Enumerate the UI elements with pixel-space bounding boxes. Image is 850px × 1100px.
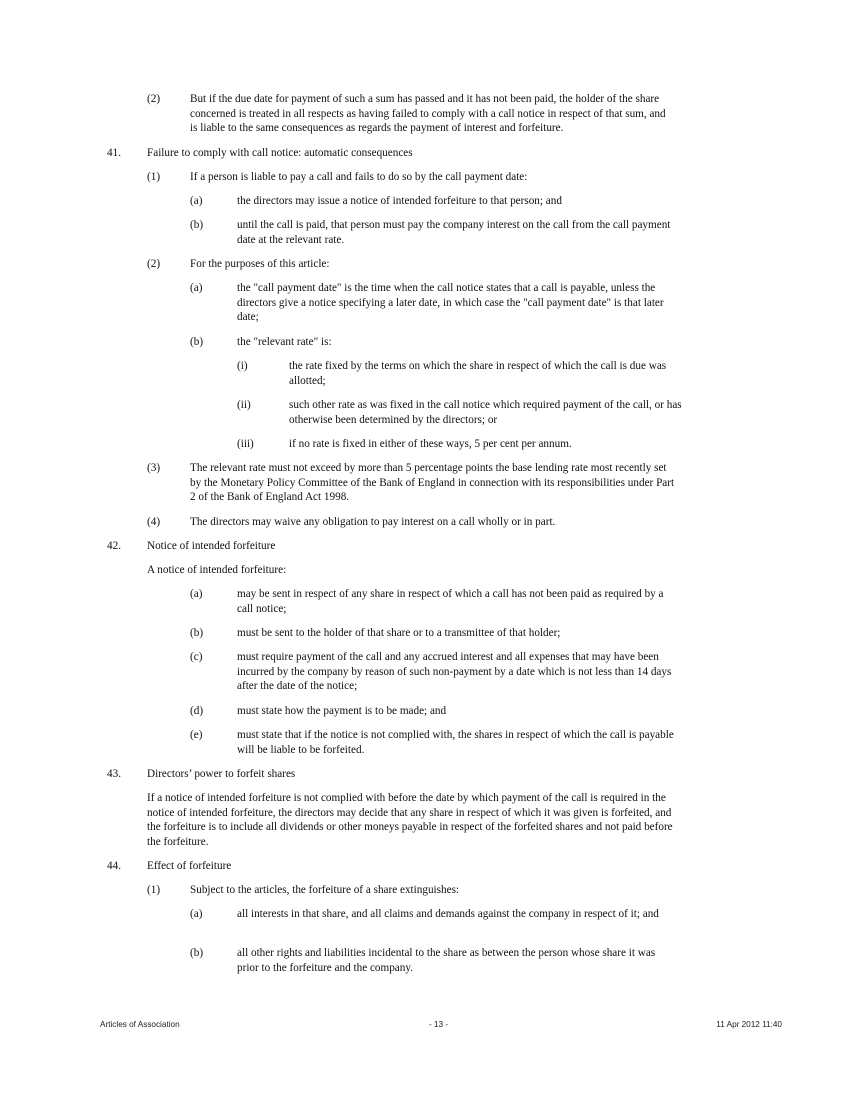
item-number: (3) xyxy=(147,462,161,474)
paragraph-text: But if the due date for payment of such a sum has passed and it has not been paid, the holder of the share concerned is treated in all respects as having failed to comply with a call notice in respect of that sum, and is liable to the same consequences as regards the payment of interest and forfeiture. xyxy=(190,93,666,135)
item-number: (ii) xyxy=(237,399,251,411)
item-number: (b) xyxy=(190,219,204,231)
paragraph-text: the directors may issue a notice of intended forfeiture to that person; and xyxy=(237,195,562,207)
article-heading: Directors’ power to forfeit shares xyxy=(147,768,296,780)
paragraph-text: If a person is liable to pay a call and fails to do so by the call payment date: xyxy=(190,171,528,183)
paragraph-text: the "call payment date" is the time when the call notice states that a call is payable, unless the directors give a notice specifying a later date, in which case the "call payment date" is that later date; xyxy=(237,282,664,324)
item-number: (iii) xyxy=(237,438,254,450)
paragraph-text: all other rights and liabilities incidental to the share as between the person whose share it was prior to the forfeiture and the company. xyxy=(237,947,656,974)
article-heading: Effect of forfeiture xyxy=(147,860,232,872)
article-number: 41. xyxy=(107,147,121,159)
item-number: (a) xyxy=(190,195,203,207)
item-number: (2) xyxy=(147,93,161,105)
paragraph-text: if no rate is fixed in either of these ways, 5 per cent per annum. xyxy=(289,438,572,450)
paragraph-text: If a notice of intended forfeiture is not complied with before the date by which payment of the call is required in the notice of intended forfeiture, the directors may decide that any share in respect of which it was given is forfeited, and the forfeiture is to include all dividends or other moneys payable in respect of the forfeited shares and not paid before the forfeiture. xyxy=(147,792,673,848)
item-number: (b) xyxy=(190,336,204,348)
item-number: (c) xyxy=(190,651,203,663)
article-number: 42. xyxy=(107,540,121,552)
paragraph-text: such other rate as was fixed in the call notice which required payment of the call, or has otherwise been determined by the directors; or xyxy=(289,399,682,426)
item-number: (b) xyxy=(190,627,204,639)
item-number: (d) xyxy=(190,705,204,717)
paragraph-text: the rate fixed by the terms on which the share in respect of which the call is due was allotted; xyxy=(289,360,667,387)
paragraph-text: The relevant rate must not exceed by more than 5 percentage points the base lending rate most recently set by the Monetary Policy Committee of the Bank of England in connection with its responsibilities under Part 2 of the Bank of England Act 1998. xyxy=(190,462,675,504)
paragraph-text: must be sent to the holder of that share or to a transmittee of that holder; xyxy=(237,627,561,639)
item-number: (a) xyxy=(190,908,203,920)
footer-document-title: Articles of Association xyxy=(100,1020,180,1029)
paragraph-text: must state how the payment is to be made; and xyxy=(237,705,447,717)
item-number: (a) xyxy=(190,588,203,600)
paragraph-text: until the call is paid, that person must pay the company interest on the call from the call payment date at the relevant rate. xyxy=(237,219,671,246)
item-number: (e) xyxy=(190,729,203,741)
item-number: (i) xyxy=(237,360,248,372)
paragraph-text: A notice of intended forfeiture: xyxy=(147,564,287,576)
paragraph-text: the "relevant rate" is: xyxy=(237,336,332,348)
paragraph-text: must state that if the notice is not complied with, the shares in respect of which the call is payable will be liable to be forfeited. xyxy=(237,729,674,756)
footer-timestamp: 11 Apr 2012 11:40 xyxy=(716,1020,782,1029)
paragraph-text: must require payment of the call and any accrued interest and all expenses that may have been incurred by the company by reason of such non-payment by a date which is not less than 14 days after the date of the notice; xyxy=(237,651,672,693)
article-heading: Failure to comply with call notice: automatic consequences xyxy=(147,147,413,159)
item-number: (1) xyxy=(147,171,161,183)
article-number: 43. xyxy=(107,768,121,780)
footer-page-number: - 13 - xyxy=(429,1020,449,1029)
article-number: 44. xyxy=(107,860,121,872)
item-number: (4) xyxy=(147,516,161,528)
item-number: (1) xyxy=(147,884,161,896)
paragraph-text: For the purposes of this article: xyxy=(190,258,330,270)
item-number: (2) xyxy=(147,258,161,270)
item-number: (a) xyxy=(190,282,203,294)
article-heading: Notice of intended forfeiture xyxy=(147,540,276,552)
paragraph-text: all interests in that share, and all claims and demands against the company in respect of it; and xyxy=(237,908,659,920)
item-number: (b) xyxy=(190,947,204,959)
paragraph-text: The directors may waive any obligation to pay interest on a call wholly or in part. xyxy=(190,516,556,528)
paragraph-text: Subject to the articles, the forfeiture of a share extinguishes: xyxy=(190,884,460,896)
paragraph-text: may be sent in respect of any share in respect of which a call has not been paid as required by a call notice; xyxy=(237,588,664,615)
